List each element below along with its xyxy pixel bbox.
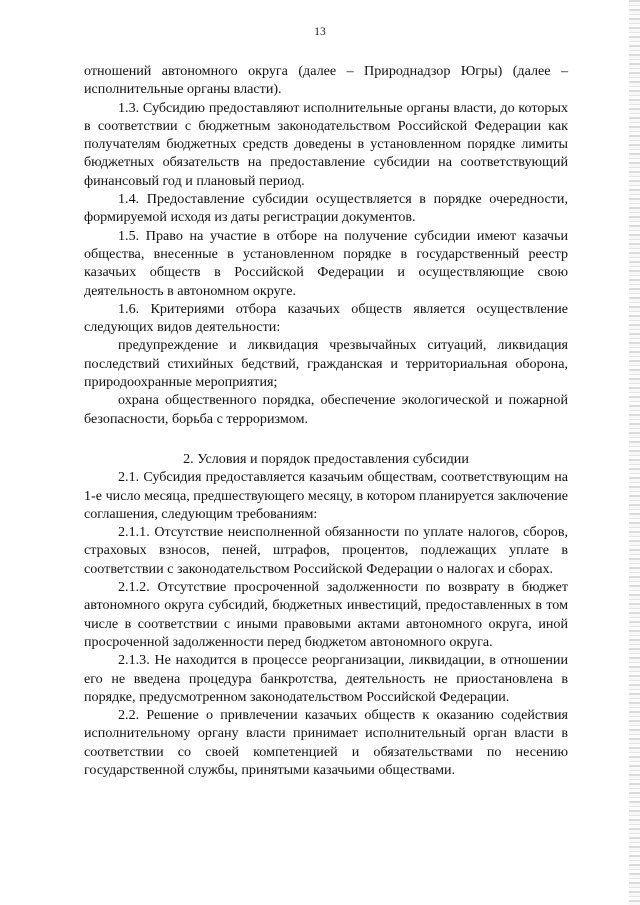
document-body [84,62,568,779]
paragraph: 2.1.1. Отсутствие неисполненной обязанности по уплате налогов, сборов, страховых взносов, пеней, штрафов, процентов, подлежащих уплате в соответствии с законодательством Российской Федерации о налогах и сборах. [84,524,568,577]
paragraph: охрана общественного порядка, обеспечение экологической и пожарной безопасности, борьба с терроризмом. [84,392,568,427]
paragraph: 1.3. Субсидию предоставляют исполнительные органы власти, до которых в соответствии с бюджетным законодательством Российской Федерации как получателям бюджетных средств доведены в установленном порядке лимиты бюджетных обязательств на предоставление субсидии на соответствующий финансовый год и плановый период. [84,99,568,189]
paragraph: 1.6. Критериями отбора казачьих обществ является осуществление следующих видов деятельности: [84,300,568,336]
paragraph: 1.4. Предоставление субсидии осуществляется в порядке очередности, формируемой исходя из даты регистрации документов. [84,191,568,226]
paragraph: отношений автономного округа (далее – Природнадзор Югры) (далее – исполнительные органы власти). [84,63,568,98]
section-heading: 2. Условия и порядок предоставления субсидии [183,450,469,467]
paragraph: 2.2. Решение о привлечении казачьих обществ к оказанию содействия исполнительному органу власти принимает исполнительный орган власти в соответствии со своей компетенцией и обязательствами по несению государственной службы, принятыми казачьими обществами. [84,707,568,778]
paragraph: 2.1. Субсидия предоставляется казачьим обществам, соответствующим на 1-е число месяца, предшествующего месяцу, в котором планируется заключение соглашения, следующим требованиям: [84,469,568,522]
paragraph: 2.1.2. Отсутствие просроченной задолженности по возврату в бюджет автономного округа субсидий, бюджетных инвестиций, предоставленных в том числе в соответствии с иными правовыми актами автономного округа, иной просроченной задолженности перед бюджетом автономного округа. [84,579,568,650]
page-number: 13 [314,26,326,38]
scan-edge [629,0,640,905]
paragraph: 2.1.3. Не находится в процессе реорганизации, ликвидации, в отношении его не введена процедура банкротства, деятельность не приостановлена в порядке, предусмотренном законодательством Российской Федерации. [84,652,568,705]
paragraph: 1.5. Право на участие в отборе на получение субсидии имеют казачьи общества, внесенные в установленном порядке в государственный реестр казачьих обществ в Российской Федерации и осуществляющие свою деятельность в автономном округе. [84,227,568,299]
paragraph: предупреждение и ликвидация чрезвычайных ситуаций, ликвидация последствий стихийных бедствий, гражданская и территориальная оборона, природоохранные мероприятия; [84,337,568,391]
